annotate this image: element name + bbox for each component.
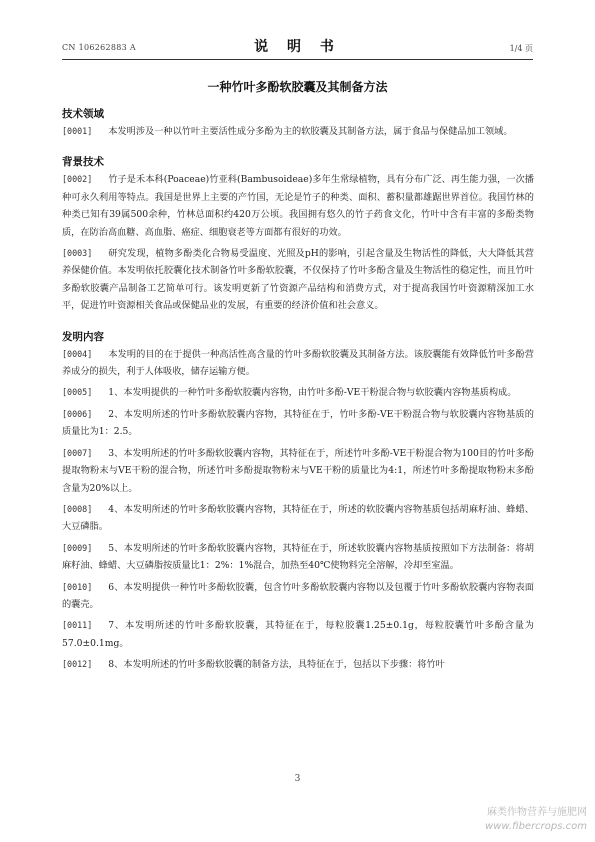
watermark: [485, 806, 587, 834]
paragraph-number: [0009]: [62, 542, 93, 553]
paragraph: [62, 171, 534, 241]
doc-type-label: 说 明 书: [254, 39, 341, 55]
paragraph-text: 4、本发明所述的竹叶多酚软胶囊内容物，其特征在于，所述的软胶囊内容物基质包括胡麻籽油、蜂蜡、大豆磷脂。: [62, 503, 534, 533]
paragraph-number: [0012]: [62, 659, 93, 670]
paragraph: [62, 579, 534, 614]
paragraph: [62, 245, 534, 315]
doc-number: CN 106262883 A: [62, 43, 136, 52]
paragraph: [62, 346, 534, 381]
paragraph-number: [0011]: [62, 620, 93, 631]
watermark-name: 麻类作物营养与施肥网: [487, 807, 587, 818]
paragraph: [62, 445, 534, 497]
paragraph-text: 本发明涉及一种以竹叶主要活性成分多酚为主的软胶囊及其制备方法，属于食品与保健品加工领域。: [108, 126, 513, 137]
header-divider: [62, 59, 533, 60]
paragraph: [62, 501, 534, 536]
paragraph: [62, 617, 534, 652]
paragraph-number: [0002]: [62, 174, 93, 185]
paragraph-text: 3、本发明所述的竹叶多酚软胶囊内容物，其特征在于，所述竹叶多酚-VE干粉混合物为100目的竹叶多酚提取物粉末与VE干粉的混合物，所述竹叶多酚提取物粉末与VE干粉的质量比为4:1，所述竹叶多酚提取物粉末多酚含量为20%以上。: [62, 447, 534, 494]
paragraph-number: [0003]: [62, 248, 93, 259]
paragraph-text: 7、本发明所述的竹叶多酚软胶囊，其特征在于，每粒胶囊1.25±0.1g，每粒胶囊竹叶多酚含量为57.0±0.1mg。: [62, 620, 534, 649]
paragraph-text: 1、本发明提供的一种竹叶多酚软胶囊内容物，由竹叶多酚-VE干粉混合物与软胶囊内容物基质构成。: [108, 387, 517, 399]
paragraph: [62, 123, 534, 140]
paragraph-number: [0005]: [62, 387, 93, 398]
paragraph-text: 研究发现，植物多酚类化合物易受温度、光照及pH的影响，引起含量及生物活性的降低，大大降低其营养保健价值。本发明依托胶囊化技术制备竹叶多酚软胶囊，不仅保持了竹叶多酚含量及生物活性的稳定性，而且竹叶多酚软胶囊产品制备工艺简单可行。该发明更新了竹资源产品结构和消费方式，对于提高我国竹叶资源精深加工水平，促进竹叶资源相关食品或保健品业的发展，有重要的经济价值和社会意义。: [62, 248, 534, 312]
section-heading: 背景技术: [62, 156, 104, 169]
paragraph: [62, 384, 534, 401]
paragraph-text: 5、本发明所述的竹叶多酚软胶囊内容物，其特征在于，所述软胶囊内容物基质按照如下方法制备：将胡麻籽油、蜂蜡、大豆磷脂按质量比1：2%：1%混合，加热至40℃使物料完全溶解，冷却至室温。: [62, 542, 534, 572]
section-technical-field: [62, 108, 534, 140]
paragraph-number: [0001]: [62, 126, 93, 136]
paragraph: [62, 540, 534, 575]
paragraph: [62, 656, 534, 673]
paragraph-text: 竹子是禾本科(Poaceae)竹亚科(Bambusoideae)多年生常绿植物，具有分布广泛、再生能力强，一次播种可永久利用等特点。我国是世界上主要的产竹国，无论是竹子的种类、面积、蓄积量都雄踞世界首位。我国竹林的种类已知有39属500余种，竹林总面积约420万公顷。我国拥有悠久的竹子药食文化，竹叶中含有丰富的多酚类物质，在防治高血糖、高血脂、癌症、细胞衰老等方面都有很好的功效。: [62, 174, 534, 238]
page-of-label: 1/4 页: [509, 44, 533, 53]
section-background: [62, 156, 534, 314]
paragraph-text: 6、本发明提供一种竹叶多酚软胶囊，包含竹叶多酚软胶囊内容物以及包覆于竹叶多酚软胶囊内容物表面的囊壳。: [62, 581, 534, 610]
paragraph-number: [0004]: [62, 348, 93, 359]
paragraph: [62, 406, 534, 441]
section-summary: [62, 331, 534, 674]
paragraph-number: [0007]: [62, 447, 93, 458]
page-number: 3: [294, 774, 301, 784]
paragraph-text: 2、本发明所述的竹叶多酚软胶囊内容物，其特征在于，竹叶多酚-VE干粉混合物与软胶囊内容物基质的质量比为1：2.5。: [62, 408, 534, 438]
paragraph-number: [0010]: [62, 581, 93, 592]
paragraph-number: [0008]: [62, 503, 93, 514]
paragraph-text: 本发明的目的在于提供一种高活性高含量的竹叶多酚软胶囊及其制备方法。该胶囊能有效降低竹叶多酚营养成分的损失，利于人体吸收，储存运输方便。: [62, 348, 534, 378]
paragraph-number: [0006]: [62, 408, 93, 419]
section-heading: 发明内容: [62, 330, 104, 343]
document-title: 一种竹叶多酚软胶囊及其制备方法: [207, 80, 388, 94]
watermark-url: www.fibercrops.com: [485, 821, 587, 832]
page-header: [62, 36, 533, 58]
paragraph-text: 8、本发明所述的竹叶多酚软胶囊的制备方法，具特征在于，包括以下步骤：将竹叶: [108, 659, 445, 671]
section-heading: 技术领域: [62, 108, 104, 120]
document-body: [62, 108, 534, 690]
